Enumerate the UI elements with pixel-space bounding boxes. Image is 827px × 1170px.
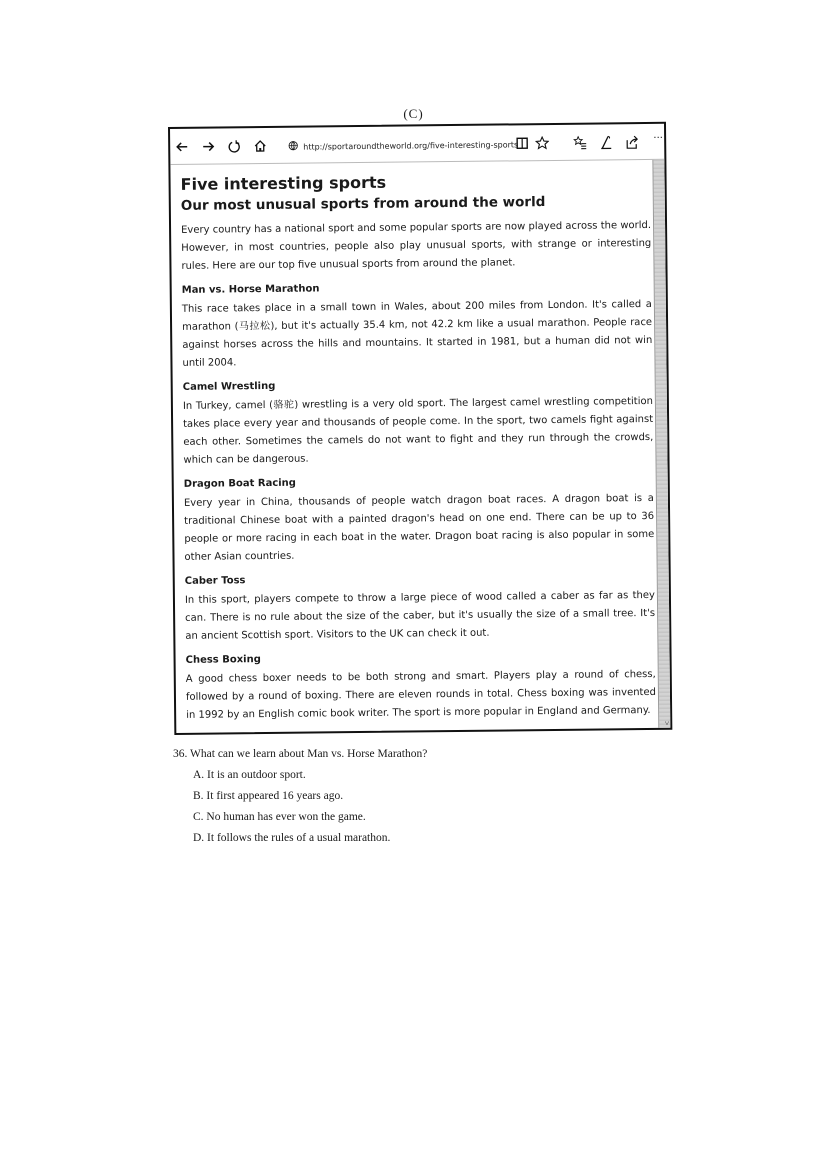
question-stem: 36. What can we learn about Man vs. Horse Marathon? — [173, 748, 428, 760]
back-arrow-icon[interactable] — [174, 139, 190, 155]
browser-window — [168, 122, 672, 735]
section-text-caber-toss: In this sport, players compete to throw a large piece of wood called a caber as far as they can. There is no rule about the size of the caber, but it's usually the size of a small tree. It's an ancient Scottish sport. Visitors to the UK can check it out. — [184, 589, 656, 642]
section-text-dragon-boat: Every year in China, thousands of people watch dragon boat races. A dragon boat is a traditional Chinese boat with a painted dragon's head on one end. There can be up to 36 people or more racing in each boat in the water. Dragon boat racing is also popular in some other Asian countries. — [183, 492, 655, 563]
article — [181, 170, 657, 725]
option-d — [193, 832, 427, 844]
option-c — [193, 811, 427, 823]
section-text-man-vs-horse: This race takes place in a small town in Wales, about 200 miles from London. It's called a marathon (马拉松), but it's actually 35.4 km, not 42.2 km like a usual marathon. People race against horses across the hills and mountains. It started in 1981, but a human did not win until 2004. — [181, 298, 653, 369]
article-subtitle: Our most unusual sports from around the world — [180, 194, 546, 214]
refresh-icon[interactable] — [226, 138, 242, 154]
section-heading-caber-toss: Caber Toss — [184, 575, 246, 587]
favorite-star-icon[interactable] — [534, 135, 550, 151]
article-title: Five interesting sports — [180, 172, 387, 194]
section-text-camel-wrestling: In Turkey, camel (骆驼) wrestling is a very old sport. The largest camel wrestling competition takes place every year and thousands of people come. In the sport, two camels fight against each other. Sometimes the camels do not want to fight and they run through the crowds, which can be dangerous. — [182, 395, 654, 466]
section-heading-camel-wrestling: Camel Wrestling — [182, 380, 276, 393]
option-a-text: A. It is an outdoor sport. — [193, 769, 306, 781]
address-bar[interactable] — [288, 136, 518, 154]
option-d-text: D. It follows the rules of a usual marathon. — [193, 832, 391, 844]
scroll-down-arrow-icon[interactable]: ˅ — [664, 718, 670, 728]
share-icon[interactable] — [624, 134, 640, 150]
section-label: (C) — [403, 106, 424, 121]
favorites-list-icon[interactable] — [572, 135, 588, 151]
option-a — [193, 769, 427, 781]
section-heading-dragon-boat: Dragon Boat Racing — [183, 477, 296, 490]
reader-view-icon[interactable] — [514, 135, 530, 151]
section-heading-chess-boxing: Chess Boxing — [185, 654, 261, 666]
home-icon[interactable] — [252, 138, 268, 154]
article-intro: Every country has a national sport and some popular sports are now played across the world. However, in most countries, people also play unusual sports, with strange or interesting rules. Here are our top five unusual sports from around the planet. — [181, 219, 652, 272]
section-text-chess-boxing: A good chess boxer needs to be both strong and smart. Players play a round of chess, followed by a round of boxing. There are eleven rounds in total. Chess boxing was invented in 1992 by an English comic book writer. The sport is more popular in England and Germany. — [185, 668, 657, 721]
globe-icon — [288, 139, 298, 155]
option-b — [193, 790, 427, 802]
url-text[interactable]: http://sportaroundtheworld.org/five-interesting-sports — [303, 139, 519, 152]
more-icon[interactable]: ··· — [653, 132, 663, 144]
question-block — [173, 748, 427, 853]
browser-toolbar — [170, 124, 664, 165]
pen-icon[interactable] — [598, 134, 614, 150]
forward-arrow-icon[interactable] — [200, 138, 216, 154]
option-c-text: C. No human has ever won the game. — [193, 811, 366, 823]
option-b-text: B. It first appeared 16 years ago. — [193, 790, 344, 802]
section-heading-man-vs-horse: Man vs. Horse Marathon — [181, 283, 320, 296]
